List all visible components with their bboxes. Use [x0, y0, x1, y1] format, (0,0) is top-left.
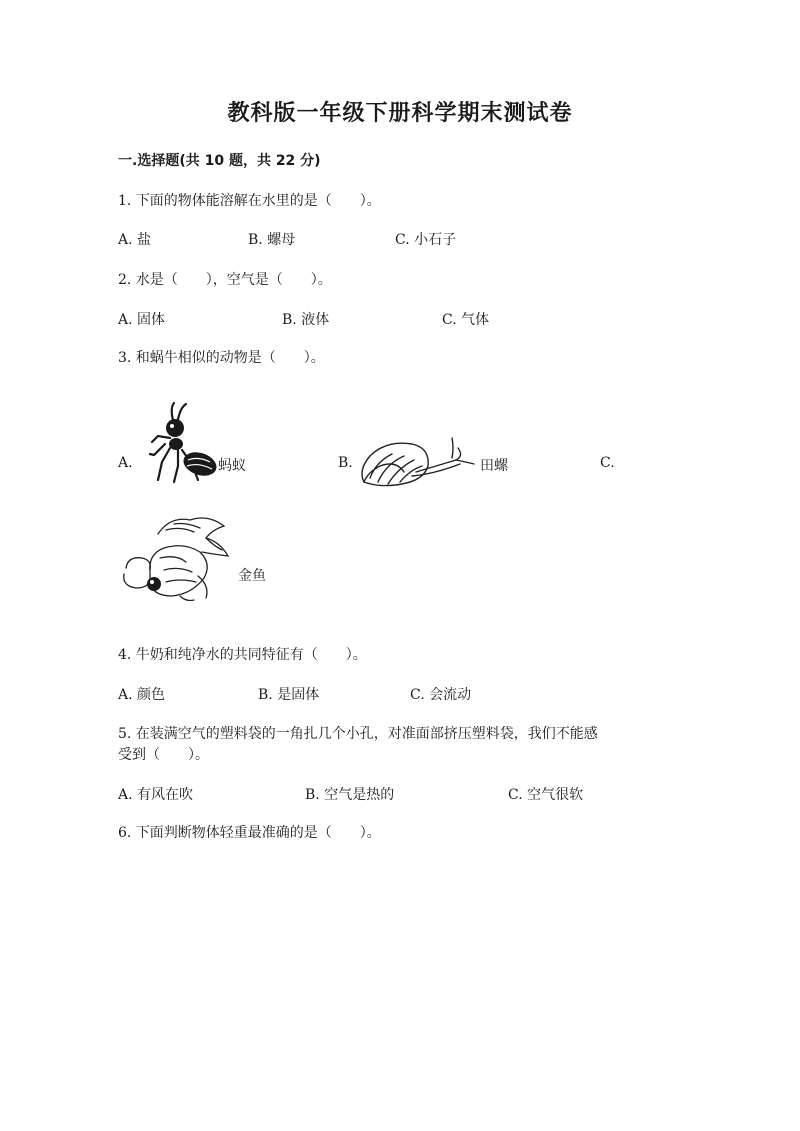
- question-5-option-a: A. 有风在吹: [118, 787, 194, 803]
- question-6-stem: 6. 下面判断物体轻重最准确的是（ ）。: [118, 825, 381, 841]
- question-4-option-a: A. 颜色: [118, 687, 166, 703]
- question-1-option-c: C. 小石子: [395, 232, 457, 248]
- question-4-option-c: C. 会流动: [410, 687, 472, 703]
- question-3-option-a-label: 蚂蚁: [218, 458, 246, 474]
- question-1-stem: 1. 下面的物体能溶解在水里的是（ ）。: [118, 193, 381, 209]
- question-5-option-c: C. 空气很软: [508, 787, 584, 803]
- question-2-stem: 2. 水是（ ），空气是（ ）。: [118, 272, 332, 288]
- question-3-option-b-letter: B.: [338, 455, 353, 471]
- question-3-stem: 3. 和蜗牛相似的动物是（ ）。: [118, 350, 325, 366]
- question-3-option-a-letter: A.: [118, 455, 133, 471]
- river-snail-drawing: [356, 432, 476, 490]
- ant-drawing: [140, 400, 220, 488]
- question-5-stem-line1: 5. 在装满空气的塑料袋的一角扎几个小孔，对准面部挤压塑料袋，我们不能感: [118, 726, 598, 742]
- question-2-option-b: B. 液体: [282, 312, 330, 328]
- question-3-option-c-letter: C.: [600, 455, 615, 471]
- question-3-option-c-label: 金鱼: [238, 568, 266, 584]
- question-1-option-a: A. 盐: [118, 232, 152, 248]
- goldfish-drawing: [120, 512, 235, 604]
- question-5-option-b: B. 空气是热的: [305, 787, 395, 803]
- page-title: 教科版一年级下册科学期末测试卷: [227, 101, 573, 126]
- question-5-stem-line2: 受到（ ）。: [118, 747, 209, 763]
- question-4-stem: 4. 牛奶和纯净水的共同特征有（ ）。: [118, 647, 367, 663]
- question-2-option-c: C. 气体: [442, 312, 490, 328]
- section-heading: 一.选择题(共 10 题，共 22 分): [118, 153, 321, 169]
- question-1-option-b: B. 螺母: [248, 232, 296, 248]
- question-4-option-b: B. 是固体: [258, 687, 320, 703]
- question-3-option-b-label: 田螺: [480, 458, 508, 474]
- question-2-option-a: A. 固体: [118, 312, 166, 328]
